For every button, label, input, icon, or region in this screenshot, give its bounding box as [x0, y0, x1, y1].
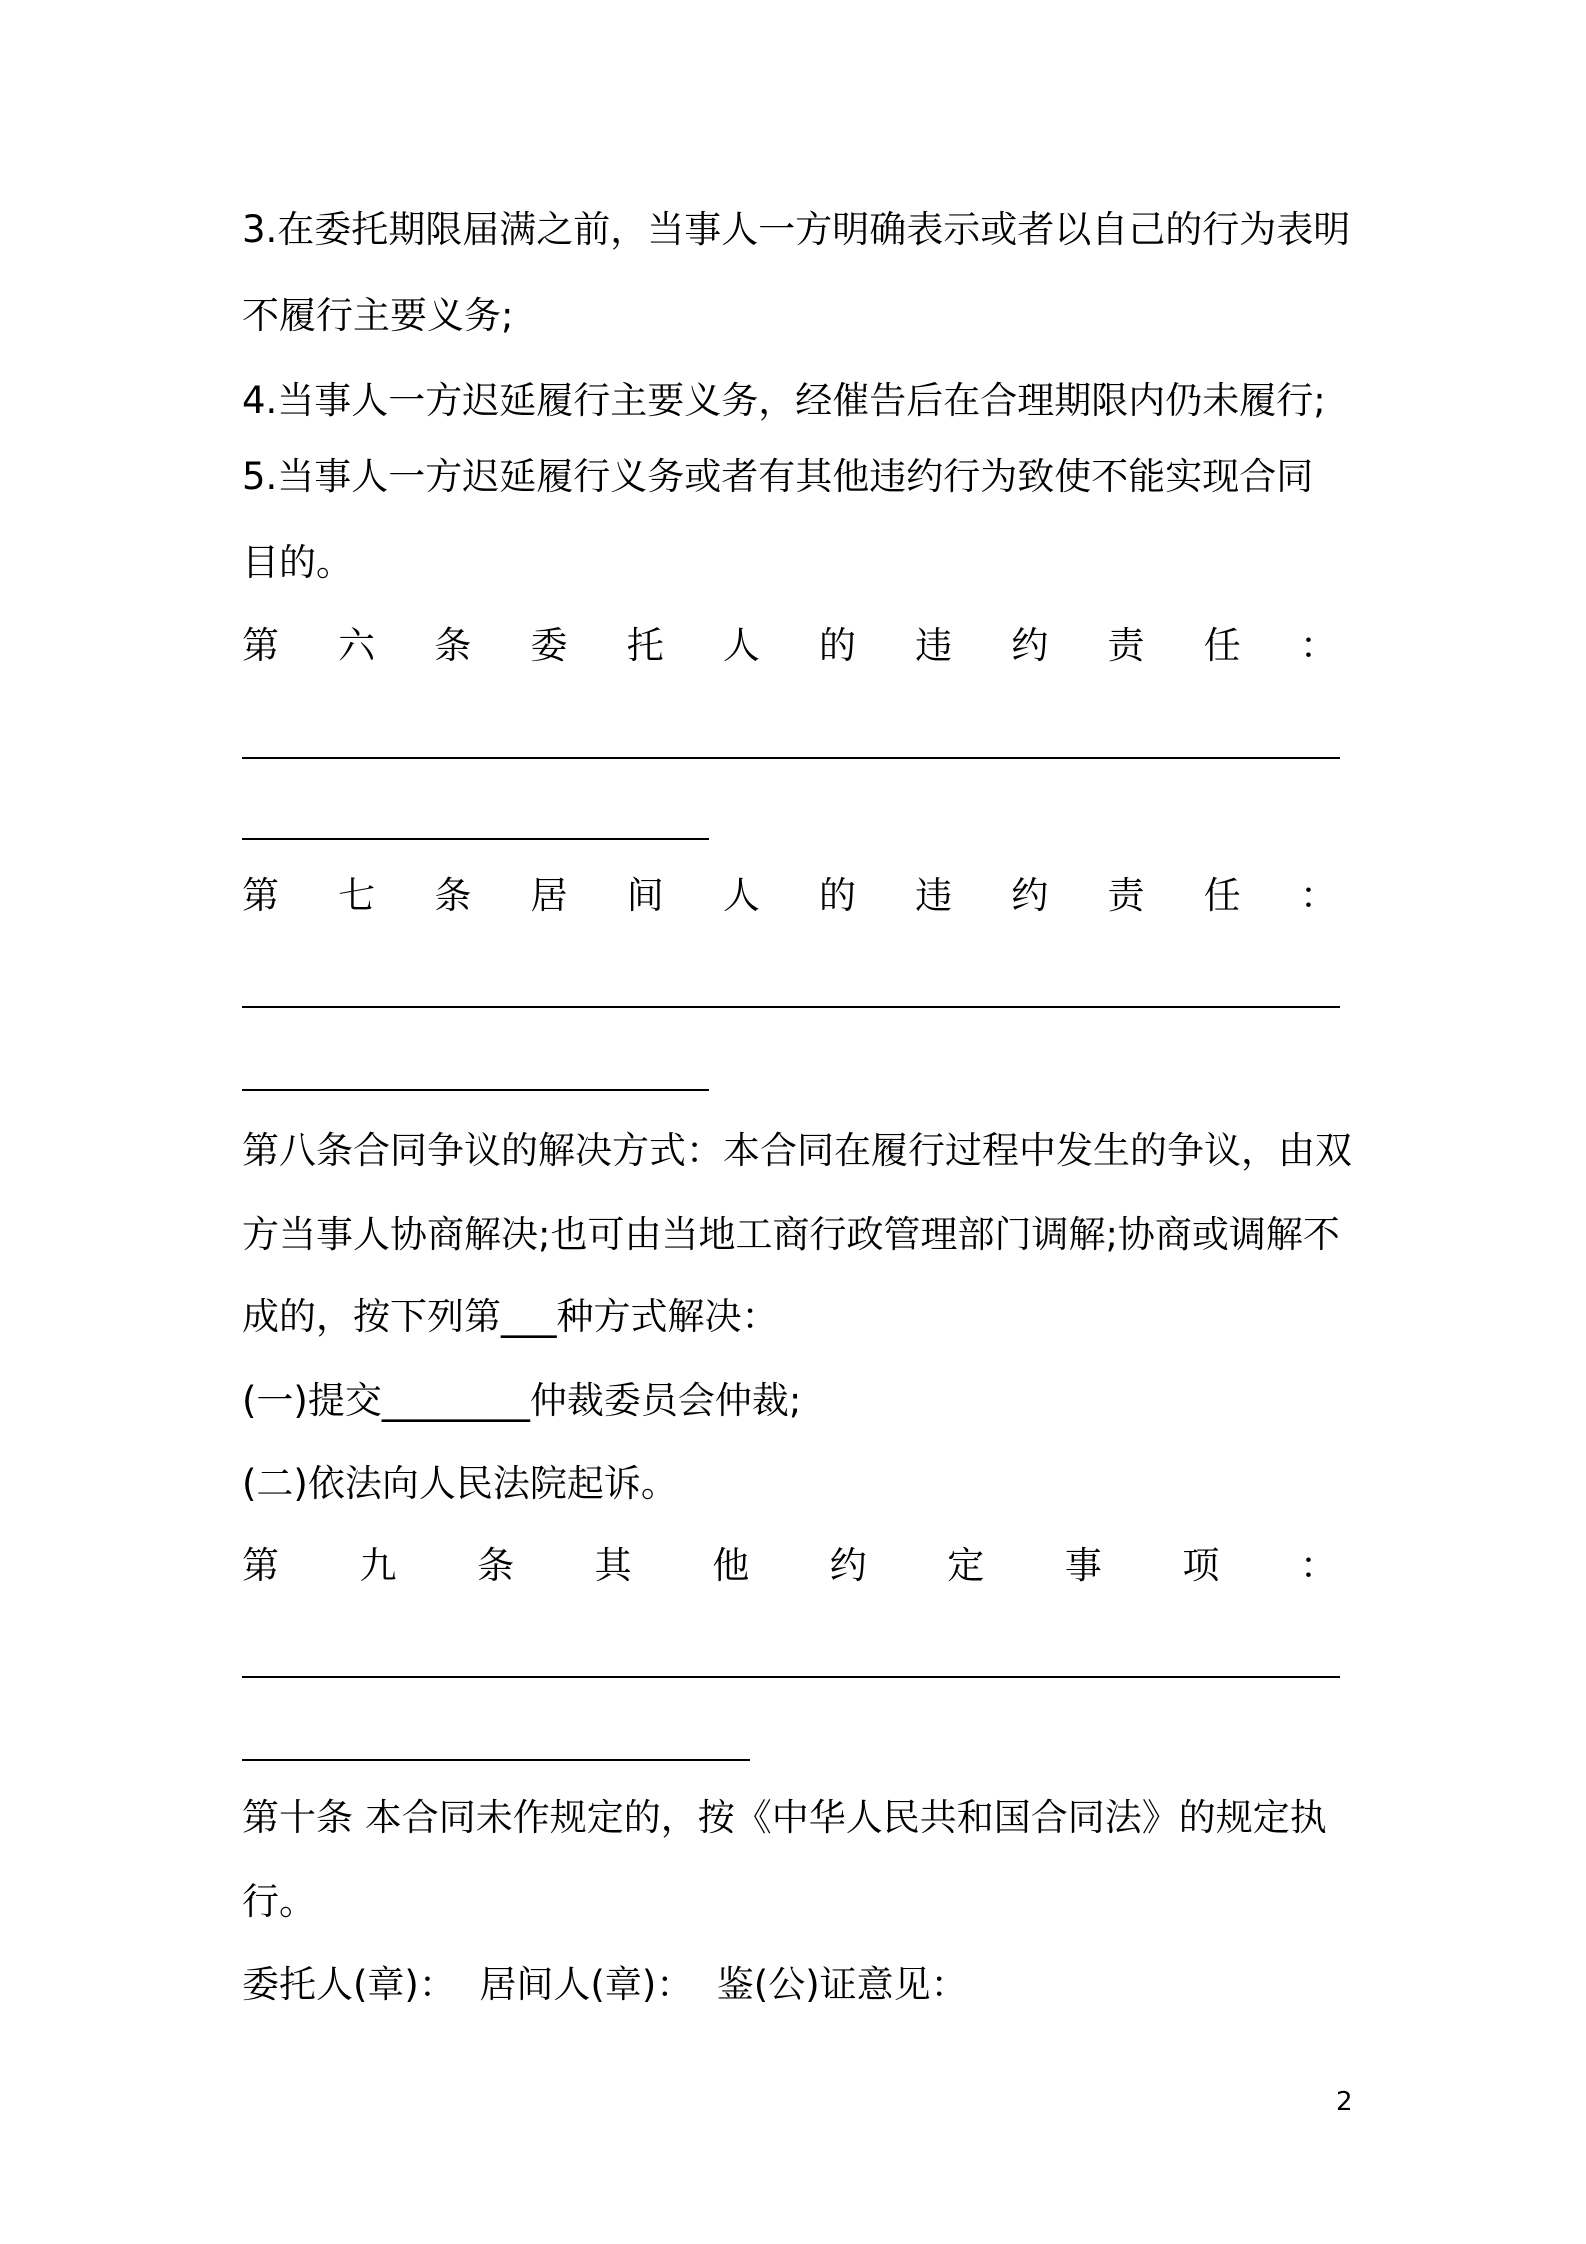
article-9-heading [242, 1540, 1337, 1592]
clause-item-5-line-1: 5.当事人一方迟延履行义务或者有其他违约行为致使不能实现合同 [242, 455, 1314, 498]
clause-item-3-line-2: 不履行主要义务; [242, 294, 514, 337]
article-7-char: 间 [626, 874, 664, 917]
article-9-char: 约 [829, 1544, 867, 1587]
article-8-line-3: 成的，按下列第___种方式解决： [242, 1295, 779, 1338]
article-9-char: 事 [1064, 1544, 1102, 1587]
article-6-blank-line-1 [242, 757, 1340, 759]
article-7-char: 第 [242, 874, 279, 917]
article-6-char: ： [1299, 624, 1337, 667]
article-7-heading [242, 870, 1337, 922]
article-9-char: 他 [712, 1544, 750, 1587]
dispute-option-2: (二)依法向人民法院起诉。 [242, 1462, 678, 1505]
article-8-line-2: 方当事人协商解决;也可由当地工商行政管理部门调解;协商或调解不 [242, 1213, 1340, 1256]
article-7-char: 责 [1107, 874, 1145, 917]
article-10-line-2: 行。 [242, 1880, 316, 1923]
signature-line: 委托人(章)： 居间人(章)： 鉴(公)证意见： [242, 1963, 968, 2006]
page-number: 2 [1336, 2087, 1353, 2117]
article-6-blank-line-2 [242, 838, 709, 840]
article-7-blank-line-2 [242, 1089, 709, 1091]
article-6-char: 责 [1107, 624, 1145, 667]
article-7-char: 约 [1011, 874, 1049, 917]
article-7-char: 七 [338, 874, 376, 917]
article-6-char: 的 [819, 624, 857, 667]
article-6-char: 任 [1203, 624, 1241, 667]
article-6-char: 人 [722, 624, 760, 667]
article-9-blank-line-1 [242, 1676, 1340, 1678]
article-6-char: 约 [1011, 624, 1049, 667]
article-9-char: 第 [242, 1544, 279, 1587]
clause-item-3-line-1: 3.在委托期限届满之前，当事人一方明确表示或者以自己的行为表明 [242, 208, 1351, 251]
article-7-char: 人 [722, 874, 760, 917]
article-6-char: 第 [242, 624, 279, 667]
article-7-char: 的 [819, 874, 857, 917]
article-7-char: 违 [915, 874, 953, 917]
article-9-char: 定 [947, 1544, 985, 1587]
article-9-char: 条 [477, 1544, 515, 1587]
article-9-char: ： [1299, 1544, 1337, 1587]
article-6-char: 违 [915, 624, 953, 667]
article-9-char: 其 [594, 1544, 632, 1587]
article-9-char: 项 [1182, 1544, 1220, 1587]
article-8-line-1: 第八条合同争议的解决方式：本合同在履行过程中发生的争议，由双 [242, 1129, 1352, 1172]
article-6-char: 委 [530, 624, 568, 667]
article-7-char: 居 [530, 874, 568, 917]
article-6-char: 条 [434, 624, 472, 667]
article-10-line-1: 第十条 本合同未作规定的，按《中华人民共和国合同法》的规定执 [242, 1796, 1327, 1839]
article-9-char: 九 [359, 1544, 397, 1587]
article-6-char: 托 [626, 624, 664, 667]
article-7-char: 条 [434, 874, 472, 917]
clause-item-4: 4.当事人一方迟延履行主要义务，经催告后在合理期限内仍未履行; [242, 379, 1326, 422]
article-6-heading [242, 620, 1337, 672]
dispute-option-1: (一)提交________仲裁委员会仲裁; [242, 1379, 802, 1422]
article-7-char: 任 [1203, 874, 1241, 917]
clause-item-5-line-2: 目的。 [242, 541, 353, 584]
article-7-blank-line-1 [242, 1006, 1340, 1008]
article-9-blank-line-2 [242, 1759, 750, 1761]
article-6-char: 六 [338, 624, 376, 667]
article-7-char: ： [1299, 874, 1337, 917]
